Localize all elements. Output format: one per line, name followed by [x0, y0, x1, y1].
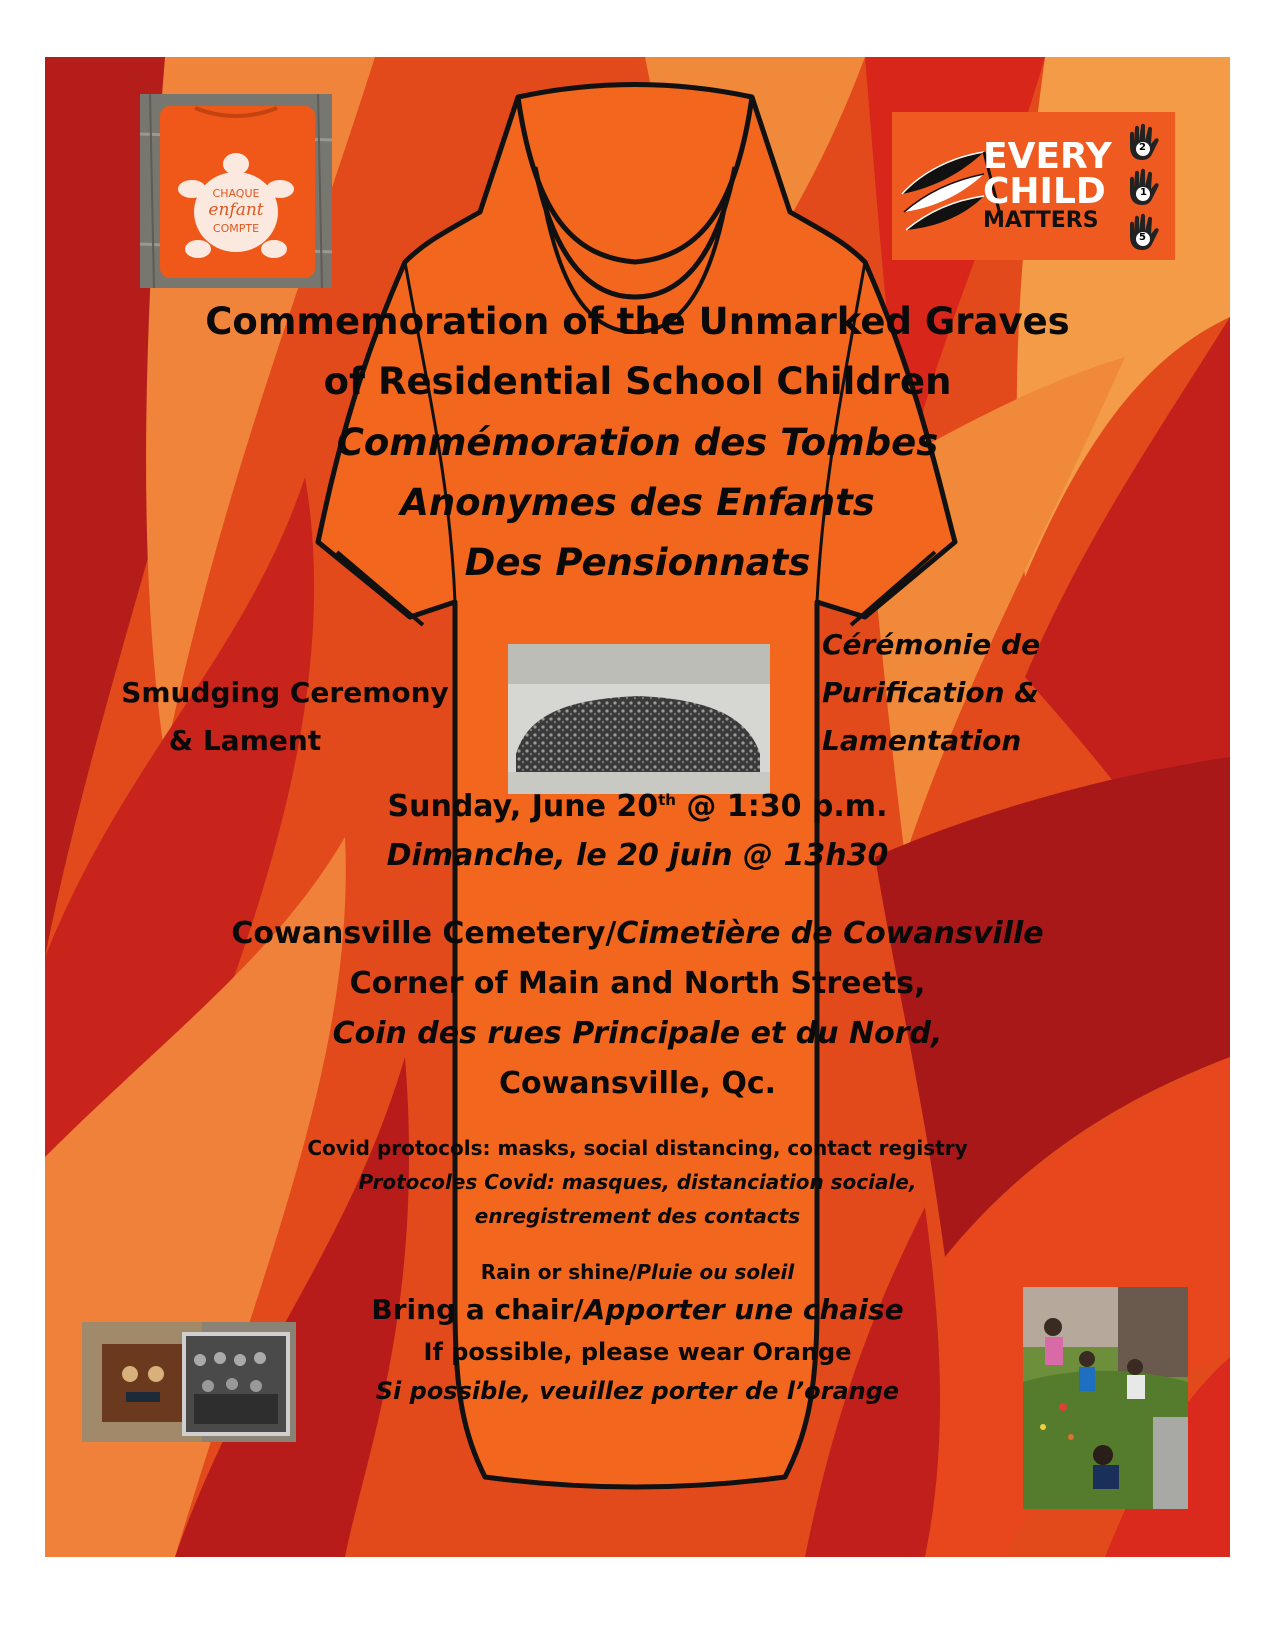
orange-tshirt-photo	[140, 94, 332, 288]
ceremony-en-line2: & Lament	[168, 724, 322, 757]
title-fr-line3: Des Pensionnats	[464, 541, 811, 584]
date-fr: Dimanche, le 20 juin @ 13h30	[386, 838, 889, 873]
ceremony-en-line1: Smudging Ceremony	[121, 676, 449, 709]
title-fr-line2: Anonymes des Enfants	[400, 481, 875, 524]
hand-print-icon: 1	[1122, 167, 1162, 207]
ceremony-fr	[822, 621, 1040, 765]
location-cemetery: Cowansville Cemetery/Cimetière de Cowansville	[231, 916, 1044, 951]
totem-and-children-photo	[82, 1322, 296, 1442]
title-fr-line1: Commémoration des Tombes	[336, 421, 939, 464]
hand-print-icon: 5	[1122, 212, 1162, 252]
every-child-matters-logo	[892, 112, 1175, 260]
title-en-line1: Commemoration of the Unmarked Graves	[205, 300, 1070, 343]
note-chair: Bring a chair/Apporter une chaise	[371, 1293, 904, 1326]
note-orange-fr: Si possible, veuillez porter de l’orange	[375, 1377, 900, 1405]
event-poster	[45, 57, 1230, 1557]
logo-text-child: CHILD	[983, 171, 1106, 212]
logo-text-every: EVERY	[983, 136, 1112, 177]
location-city: Cowansville, Qc.	[498, 1066, 777, 1101]
ceremony-fr-line3: Lamentation	[822, 724, 1022, 757]
location-corner-en: Corner of Main and North Streets,	[349, 966, 926, 1001]
ceremony-fr-line1: Cérémonie de	[822, 628, 1041, 661]
tshirt-text-compte: COMPTE	[212, 222, 260, 235]
ceremony-fr-line2: Purification &	[822, 676, 1039, 709]
covid-en: Covid protocols: masks, social distancing, contact registry	[307, 1136, 968, 1160]
logo-text-matters: MATTERS	[983, 208, 1099, 233]
note-orange-en: If possible, please wear Orange	[423, 1338, 852, 1366]
children-planting-photo	[1023, 1287, 1188, 1509]
location-corner-fr: Coin des rues Principale et du Nord,	[332, 1016, 943, 1051]
title-en-line2: of Residential School Children	[323, 360, 952, 403]
ceremony-en	[90, 669, 480, 765]
tshirt-text-enfant: enfant	[208, 200, 264, 220]
covid-fr-line2: enregistrement des contacts	[474, 1204, 801, 1228]
residential-school-group-photo	[508, 644, 770, 794]
tshirt-text-chaque: CHAQUE	[212, 187, 260, 200]
covid-fr-line1: Protocoles Covid: masques, distanciation sociale,	[358, 1170, 917, 1194]
date-en: Sunday, June 20th @ 1:30 p.m.	[387, 789, 888, 824]
hand-print-icon: 2	[1122, 122, 1162, 162]
note-rain: Rain or shine/Pluie ou soleil	[480, 1260, 795, 1284]
